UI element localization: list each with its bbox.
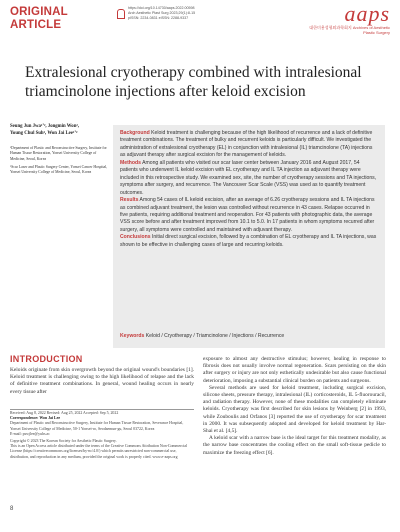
intro-paragraph-4: A keloid scar with a narrow base is the ideal target for this treatment modality, as the narrow base concentrates the cooling effect on the small soft-tissue pedicle to maximize the freezing effect [6].: [203, 435, 386, 456]
article-title-line1: Extralesional cryotherapy combined with intralesional: [25, 64, 362, 81]
keywords-label: Keywords: [120, 333, 145, 339]
issn-line: pISSN: 2234-0831 eISSN: 2288-9337: [128, 16, 189, 20]
article-type-line1: ORIGINAL: [10, 6, 68, 18]
correspondence-email[interactable]: E-mail: pswjlee@yuhs.ac: [10, 431, 50, 436]
author-line1: Seung Jun Jwa¹ʼ², Jongmin Won²,: [10, 124, 80, 129]
intro-paragraph-3: Several methods are used for keloid treatment, including surgical excision, silicone sheets, pressure therapy, intralesional (IL) corticosteroids, IL 5-fluorouracil, and radiation therapy. However, none of these modalities can completely eliminate keloids. Cryotherapy was first described for skin lesions by Weinberg [2] in 1993, while Zouboulis and Orfanos [3] reported the use of cryotherapy for scar treatment in 2000. It was subsequently adopted and developed for keloid treatment by Har-Shai et al. [4,5].: [203, 384, 386, 435]
history-dates: Received: Aug 8, 2022 Revised: Aug 25, 2022 Accepted: Sep 5, 2022: [10, 411, 119, 415]
affiliations: [10, 146, 110, 175]
keywords-text: Keloid / Cryotherapy / Triamcinolone / Injections / Recurrence: [145, 333, 285, 339]
affiliation-1: ¹Department of Plastic and Reconstructive Surgery, Institute for Human Tissue Restoration, Yonsei University College of Medicine, Seoul, Korea: [10, 146, 107, 161]
abstract-background: [120, 130, 378, 160]
abstract-conclusions-text: Initial direct surgical excision, followed by a combination of EL cryotherapy and IL TA injections, was shown to be effective in challenging cases of large and recurring keloids.: [120, 234, 377, 248]
journal-logo: [300, 3, 390, 35]
abstract-results-text: Among 54 cases of IL keloid excision, after an average of 6.26 cryotherapy sessions and IL TA injections as combined adjuvant treatment, the lesion was controlled without recurrence in 43 cases. Relapse occurred in five patients, requiring additional treatment and reoperation. For 43 patients with photographic data, the average VSS score before and after treatment improved from 10.1 to 5.0. In 17 patients in whom symptoms recurred after surgery, all symptoms were controlled and maintained with adjuvant therapy.: [120, 197, 375, 233]
journal-logo-title: aaps: [344, 1, 390, 26]
footnote-divider: [10, 409, 194, 410]
article-meta: [128, 6, 268, 21]
section-heading-introduction: INTRODUCTION: [10, 354, 83, 364]
keywords: [120, 333, 378, 340]
author-line2: Young Chul Suh², Won Jai Lee¹ʼ²: [10, 130, 78, 136]
open-access-icon: [117, 9, 125, 19]
intro-left-column: [10, 367, 194, 396]
doi-link[interactable]: https://doi.org/10.14730/aaps.2022.00598: [128, 6, 195, 10]
article-type-label: [10, 6, 110, 32]
abstract-results-label: Results: [120, 197, 139, 204]
license: This is an Open Access article distributed under the terms of the Creative Commons Attribution Non-Commercial License (https://creativecommons.org/licenses/by-nc/4.0/) which permits unrestricted non-commercial use, distribution, and reproduction in any medium, provided the original work is properly cited. www.e-aaps.org: [10, 444, 188, 459]
journal-logo-subtitle: 대한미용성형외과학회지 Archives of Aesthetic Plastic Surgery: [309, 25, 390, 35]
citation-line: Arch Aesthetic Plast Surg 2023;29(1):8-15: [128, 11, 196, 15]
footnotes: [10, 411, 194, 460]
abstract-conclusions-label: Conclusions: [120, 234, 151, 241]
article-title: [25, 63, 380, 101]
abstract-methods-label: Methods: [120, 159, 141, 166]
correspondence-address: Department of Plastic and Reconstructive Surgery, Institute for Human Tissue Restoration, Severance Hospital, Yonsei University College of Medicine, 50-1 Yonsei-ro, Seodaemun-gu, Seoul 03722, Korea: [10, 421, 184, 431]
intro-paragraph-1: Keloids originate from skin overgrowth beyond the original wound's boundaries [1]. Keloid treatment is challenging owing to the high likelihood of relapse and the lack of definitive treatment combinations. In general, wound healing occurs in nearly every tissue after: [10, 367, 194, 395]
correspondence-label: Correspondence: Won Jai Lee: [10, 416, 61, 421]
intro-right-column: [203, 356, 386, 457]
abstract-conclusions: [120, 234, 378, 249]
article-type-line2: ARTICLE: [10, 19, 62, 31]
copyright: Copyright © 2023 The Korean Society for Aesthetic Plastic Surgery.: [10, 439, 117, 444]
affiliation-2: ²Scar Laser and Plastic Surgery Center, Yonsei Cancer Hospital, Yonsei University College of Medicine, Seoul, Korea: [10, 164, 108, 175]
abstract-background-text: Keloid treatment is challenging because of the high likelihood of recurrence and a lack of definitive treatment combinations. The treatment of bulky and recurrent keloids is particularly difficult. We investigated the administration of extralesional cryotherapy (EL) in conjunction with intralesional (IL) triamcinolone (TA) injections as adjuvant therapy after surgical excision for the management of keloids.: [120, 130, 373, 159]
abstract-background-label: Background: [120, 130, 150, 136]
abstract-methods-text: Among all patients who visited our scar laser center between January 2016 and August 2017, 54 patients who underwent IL keloid excision with EL cryotherapy and IL TA injection as adjuvant therapy were included in this retrospective study. We examined sex, site, the number of cryotherapy sessions and TA injections, symptoms after surgery, and recurrence. The Vancouver Scar Scale (VSS) was used as to quantify treatment outcomes.: [120, 159, 377, 196]
abstract: [120, 130, 378, 249]
abstract-results: [120, 197, 378, 234]
author-list: [10, 124, 110, 137]
page-number: 8: [10, 506, 14, 512]
intro-paragraph-2: exposure to almost any destructive stimulus; however, healing in response to fibrosis does not usually involve normal regeneration. Scars persisting on the skin after surgery or injury are not only esthetically undesirable but also cause functional deterioration, imposing a substantial clinical burden on patients and surgeons.: [203, 356, 386, 384]
abstract-methods: [120, 160, 378, 197]
article-title-line2: triamcinolone injections after keloid excision: [25, 83, 306, 100]
